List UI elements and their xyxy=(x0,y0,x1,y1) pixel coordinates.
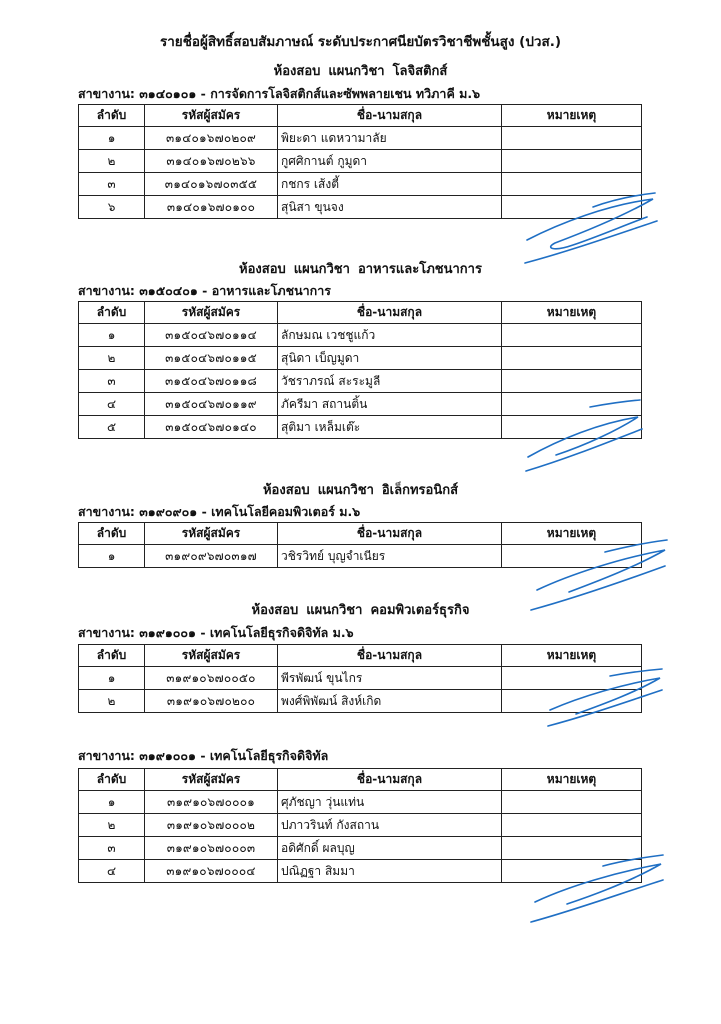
cell-no: ๑ xyxy=(79,127,145,150)
cell-id: ๓๑๙๐๙๖๗๐๓๑๗ xyxy=(145,545,278,568)
exam-room-heading xyxy=(0,479,721,500)
dept-name: คอมพิวเตอร์ธุรกิจ xyxy=(370,603,470,618)
cell-no: ๓ xyxy=(79,370,145,393)
signature-icon xyxy=(540,666,670,731)
major-heading: สาขางาน: ๓๑๔๐๑๐๑ - การจัดการโลจิสติกส์และซัพพลายเชน ทวิภาคี ม.๖ xyxy=(78,86,481,101)
cell-name: ภัครีมา สถานติ้น xyxy=(278,393,502,416)
cell-name: อดิศักดิ์ ผลบุญ xyxy=(278,837,502,860)
cell-name: ศุภัชญา วุ่นแท่น xyxy=(278,791,502,814)
col-header-no: ลำดับ xyxy=(79,523,145,545)
cell-id: ๓๑๕๐๔๖๗๐๑๑๘ xyxy=(145,370,278,393)
cell-id: ๓๑๙๑๐๖๗๐๐๐๔ xyxy=(145,860,278,883)
col-header-remark: หมายเหตุ xyxy=(502,645,642,667)
cell-no: ๓ xyxy=(79,173,145,196)
table-header-row xyxy=(79,769,642,791)
cell-id: ๓๑๕๐๔๖๗๐๑๔๐ xyxy=(145,416,278,439)
cell-no: ๔ xyxy=(79,860,145,883)
col-header-id: รหัสผู้สมัคร xyxy=(145,302,278,324)
cell-remark xyxy=(502,370,642,393)
major-heading: สาขางาน: ๓๑๙๑๐๐๑ - เทคโนโลยีธุรกิจดิจิทัล ม.๖ xyxy=(78,625,354,640)
table-row xyxy=(79,150,642,173)
table-header-row xyxy=(79,105,642,127)
dept-label: แผนกวิชา xyxy=(317,483,374,498)
cell-name: ลักษมณ เวชชูแก้ว xyxy=(278,324,502,347)
signature-icon xyxy=(515,185,665,270)
cell-no: ๕ xyxy=(79,416,145,439)
cell-id: ๓๑๕๐๔๖๗๐๑๑๙ xyxy=(145,393,278,416)
col-header-remark: หมายเหตุ xyxy=(502,105,642,127)
cell-id: ๓๑๔๐๑๖๗๐๒๖๖ xyxy=(145,150,278,173)
table-header-row xyxy=(79,302,642,324)
dept-label: แผนกวิชา xyxy=(328,64,385,79)
cell-id: ๓๑๕๐๔๖๗๐๑๑๔ xyxy=(145,324,278,347)
table-row xyxy=(79,791,642,814)
cell-id: ๓๑๔๐๑๖๗๐๓๕๕ xyxy=(145,173,278,196)
room-label: ห้องสอบ xyxy=(251,603,299,618)
cell-name: กูศศิกานต์ กูมูดา xyxy=(278,150,502,173)
col-header-id: รหัสผู้สมัคร xyxy=(145,105,278,127)
signature-icon xyxy=(520,395,650,475)
dept-name: อาหารและโภชนาการ xyxy=(357,262,482,277)
cell-remark xyxy=(502,324,642,347)
col-header-no: ลำดับ xyxy=(79,645,145,667)
cell-no: ๒ xyxy=(79,347,145,370)
cell-name: พงศ์พิพัฒน์ สิงห์เกิด xyxy=(278,690,502,713)
cell-remark xyxy=(502,814,642,837)
col-header-remark: หมายเหตุ xyxy=(502,523,642,545)
table-row xyxy=(79,347,642,370)
cell-no: ๑ xyxy=(79,545,145,568)
col-header-id: รหัสผู้สมัคร xyxy=(145,523,278,545)
table-row xyxy=(79,127,642,150)
cell-remark xyxy=(502,150,642,173)
cell-id: ๓๑๕๐๔๖๗๐๑๑๕ xyxy=(145,347,278,370)
col-header-name: ชื่อ-นามสกุล xyxy=(278,769,502,791)
col-header-name: ชื่อ-นามสกุล xyxy=(278,645,502,667)
cell-id: ๓๑๙๑๐๖๗๐๐๐๓ xyxy=(145,837,278,860)
col-header-no: ลำดับ xyxy=(79,302,145,324)
document-title: รายชื่อผู้สิทธิ์สอบสัมภาษณ์ ระดับประกาศนียบัตรวิชาชีพชั้นสูง (ปวส.) xyxy=(159,34,562,50)
cell-name: ปภาวรินท์ กังสถาน xyxy=(278,814,502,837)
table-header-row xyxy=(79,645,642,667)
cell-id: ๓๑๔๐๑๖๗๐๑๐๐ xyxy=(145,196,278,219)
dept-label: แผนกวิชา xyxy=(293,262,350,277)
cell-name: วชิรวิทย์ บุญจำเนียร xyxy=(278,545,502,568)
dept-name: อิเล็กทรอนิกส์ xyxy=(381,483,459,498)
cell-no: ๑ xyxy=(79,667,145,690)
cell-name: วัชราภรณ์ สะระมูลี xyxy=(278,370,502,393)
col-header-remark: หมายเหตุ xyxy=(502,302,642,324)
cell-no: ๓ xyxy=(79,837,145,860)
cell-name: สุนิสา ขุนจง xyxy=(278,196,502,219)
cell-id: ๓๑๔๐๑๖๗๐๒๐๙ xyxy=(145,127,278,150)
cell-name: กชกร เส้งตี้ xyxy=(278,173,502,196)
cell-name: พิยะดา แดหวามาลัย xyxy=(278,127,502,150)
cell-name: พีรพัฒน์ ขุนไกร xyxy=(278,667,502,690)
cell-remark xyxy=(502,347,642,370)
dept-name: โลจิสติกส์ xyxy=(392,64,448,79)
major-heading: สาขางาน: ๓๑๙๐๙๐๑ - เทคโนโลยีคอมพิวเตอร์ ม.๖ xyxy=(78,504,361,519)
col-header-name: ชื่อ-นามสกุล xyxy=(278,105,502,127)
signature-icon xyxy=(525,852,670,927)
room-label: ห้องสอบ xyxy=(239,262,286,277)
cell-remark xyxy=(502,127,642,150)
cell-id: ๓๑๙๑๐๖๗๐๐๕๐ xyxy=(145,667,278,690)
table-row xyxy=(79,370,642,393)
cell-remark xyxy=(502,791,642,814)
room-label: ห้องสอบ xyxy=(273,64,321,79)
cell-no: ๒ xyxy=(79,150,145,173)
cell-no: ๒ xyxy=(79,814,145,837)
col-header-no: ลำดับ xyxy=(79,105,145,127)
col-header-id: รหัสผู้สมัคร xyxy=(145,645,278,667)
cell-no: ๖ xyxy=(79,196,145,219)
table-row xyxy=(79,324,642,347)
major-heading: สาขางาน: ๓๑๙๑๐๐๑ - เทคโนโลยีธุรกิจดิจิทัล xyxy=(78,748,329,763)
cell-no: ๑ xyxy=(79,324,145,347)
col-header-name: ชื่อ-นามสกุล xyxy=(278,302,502,324)
dept-label: แผนกวิชา xyxy=(306,603,363,618)
cell-no: ๒ xyxy=(79,690,145,713)
cell-no: ๑ xyxy=(79,791,145,814)
cell-no: ๔ xyxy=(79,393,145,416)
signature-icon xyxy=(525,536,675,616)
room-label: ห้องสอบ xyxy=(262,483,310,498)
col-header-no: ลำดับ xyxy=(79,769,145,791)
cell-id: ๓๑๙๑๐๖๗๐๐๐๑ xyxy=(145,791,278,814)
table-row xyxy=(79,814,642,837)
cell-name: สุติมา เหล็มเต๊ะ xyxy=(278,416,502,439)
cell-id: ๓๑๙๑๐๖๗๐๒๐๐ xyxy=(145,690,278,713)
col-header-remark: หมายเหตุ xyxy=(502,769,642,791)
cell-name: สุนิดา เบ็ญมูดา xyxy=(278,347,502,370)
col-header-id: รหัสผู้สมัคร xyxy=(145,769,278,791)
cell-id: ๓๑๙๑๐๖๗๐๐๐๒ xyxy=(145,814,278,837)
exam-room-heading xyxy=(0,60,721,81)
major-heading: สาขางาน: ๓๑๕๐๔๐๑ - อาหารและโภชนาการ xyxy=(78,283,331,298)
col-header-name: ชื่อ-นามสกุล xyxy=(278,523,502,545)
cell-name: ปณิฏฐา สิมมา xyxy=(278,860,502,883)
